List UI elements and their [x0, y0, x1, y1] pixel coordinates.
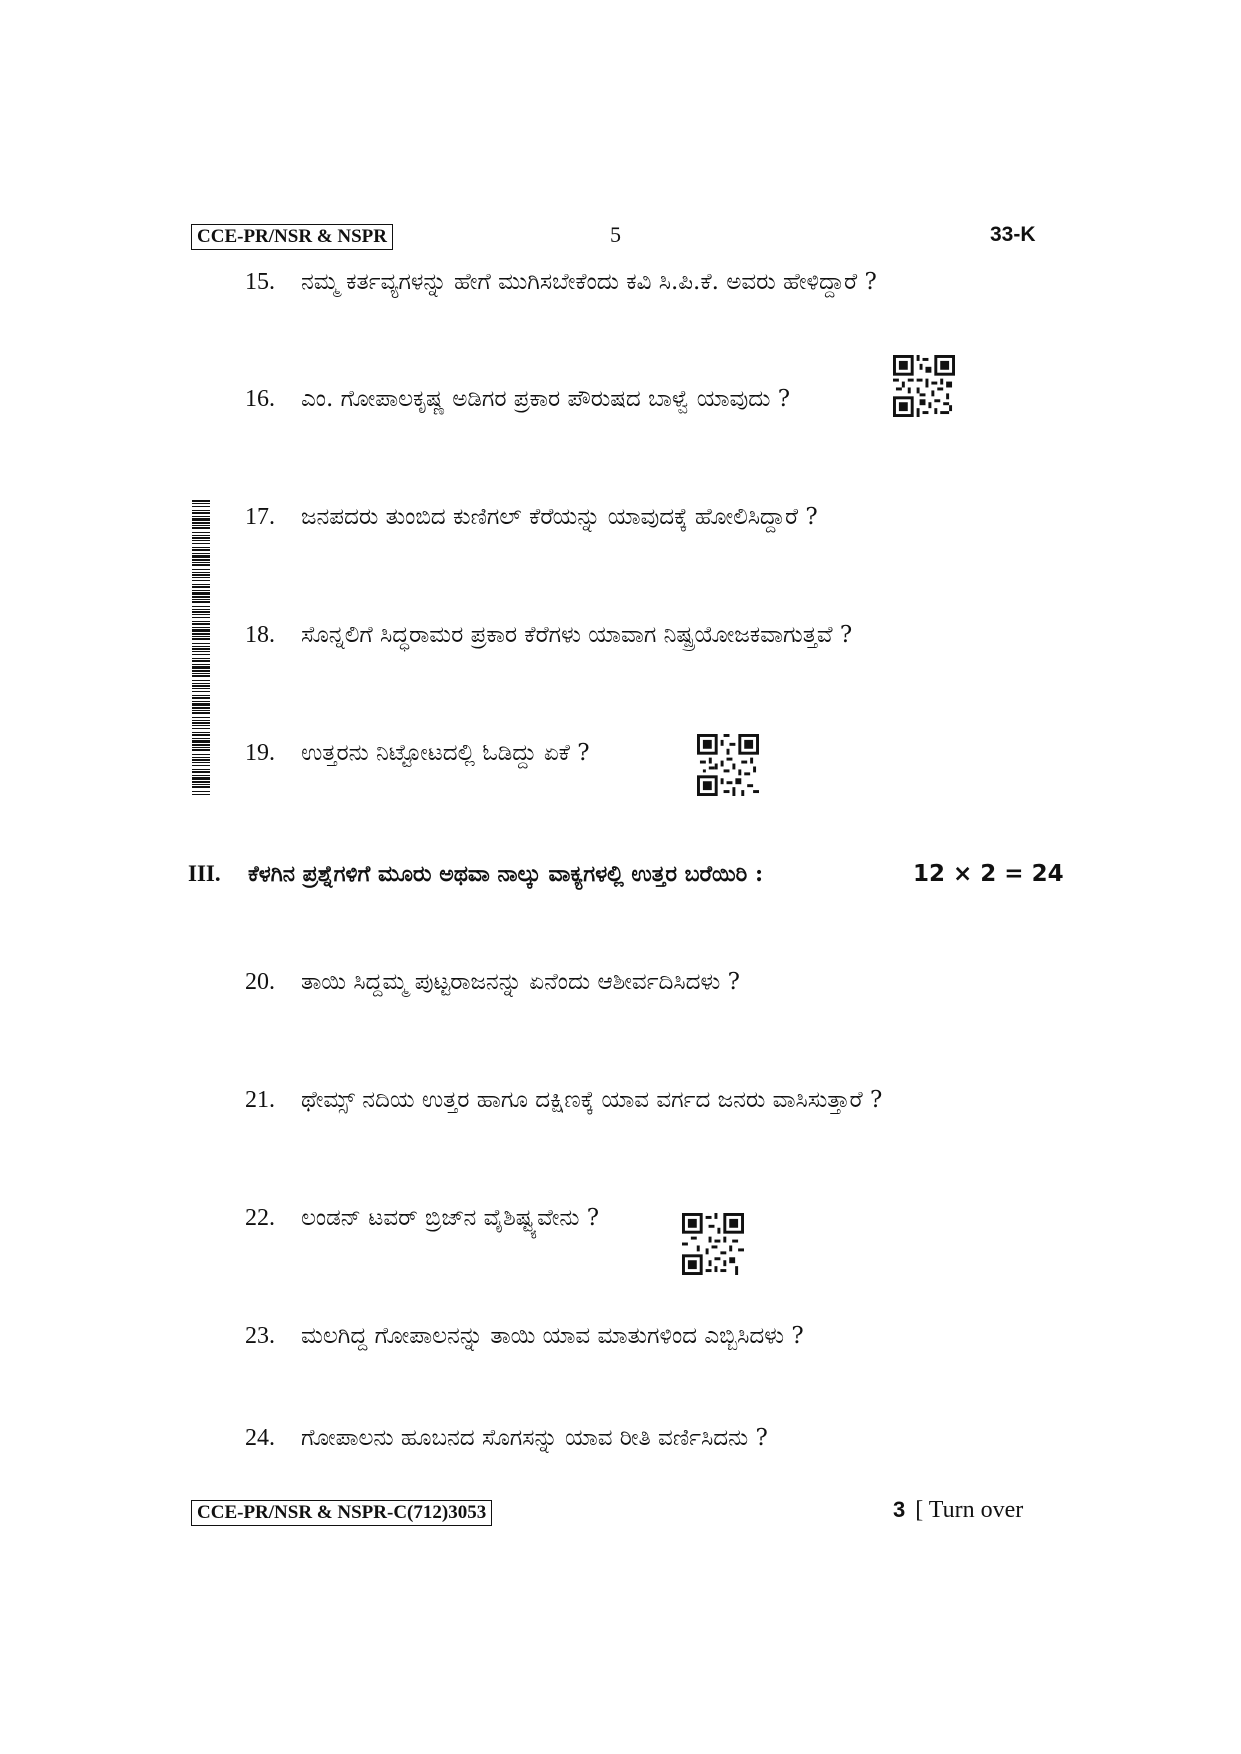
question-number: 23. — [245, 1323, 275, 1349]
question-text: ಥೇಮ್ಸ್ ನದಿಯ ಉತ್ತರ ಹಾಗೂ ದಕ್ಷಿಣಕ್ಕೆ ಯಾವ ವರ್ಗದ ಜನರು ವಾಸಿಸುತ್ತಾರೆ ? — [301, 1087, 883, 1113]
header-right-code: 33-K — [990, 223, 1036, 246]
question-23 — [245, 1320, 804, 1352]
qr-code-icon — [697, 734, 759, 796]
question-20 — [245, 966, 740, 998]
section-number: III. — [188, 861, 221, 886]
question-21 — [245, 1084, 882, 1116]
footer-page-number: 3 — [893, 1497, 906, 1522]
question-number: 22. — [245, 1205, 275, 1231]
question-number: 21. — [245, 1087, 275, 1113]
barcode-icon — [192, 500, 210, 796]
question-18 — [245, 619, 852, 651]
footer-right — [893, 1497, 1023, 1524]
question-number: 15. — [245, 269, 275, 295]
header-left-code: CCE-PR/NSR & NSPR — [191, 224, 393, 250]
question-text: ನಮ್ಮ ಕರ್ತವ್ಯಗಳನ್ನು ಹೇಗೆ ಮುಗಿಸಬೇಕೆಂದು ಕವಿ ಸಿ.ಪಿ.ಕೆ. ಅವರು ಹೇಳಿದ್ದಾರೆ ? — [301, 269, 877, 295]
question-number: 20. — [245, 969, 275, 995]
question-15 — [245, 266, 877, 298]
question-number: 18. — [245, 622, 275, 648]
footer-left-code: CCE-PR/NSR & NSPR-C(712)3053 — [191, 1500, 492, 1526]
question-17 — [245, 501, 818, 533]
question-number: 16. — [245, 386, 275, 412]
qr-code-icon — [682, 1213, 744, 1275]
qr-code-icon — [893, 355, 955, 417]
question-19 — [245, 737, 590, 769]
question-number: 24. — [245, 1425, 275, 1451]
question-24 — [245, 1422, 768, 1454]
section-instruction: ಕೆಳಗಿನ ಪ್ರಶ್ನೆಗಳಿಗೆ ಮೂರು ಅಥವಾ ನಾಲ್ಕು ವಾಕ್ಯಗಳಲ್ಲಿ ಉತ್ತರ ಬರೆಯಿರಿ : — [248, 861, 764, 887]
question-text: ಲಂಡನ್ ಟವರ್ ಬ್ರಿಜ್‍ನ ವೈಶಿಷ್ಟ್ಯವೇನು ? — [301, 1205, 600, 1231]
question-text: ಎಂ. ಗೋಪಾಲಕೃಷ್ಣ ಅಡಿಗರ ಪ್ರಕಾರ ಪೌರುಷದ ಬಾಳ್ವೆ ಯಾವುದು ? — [301, 386, 791, 412]
question-text: ಗೋಪಾಲನು ಹೂಬನದ ಸೊಗಸನ್ನು ಯಾವ ರೀತಿ ವರ್ಣಿಸಿದನು ? — [301, 1425, 768, 1451]
question-text: ಜನಪದರು ತುಂಬಿದ ಕುಣಿಗಲ್ ಕೆರೆಯನ್ನು ಯಾವುದಕ್ಕೆ ಹೋಲಿಸಿದ್ದಾರೆ ? — [301, 504, 818, 530]
question-number: 19. — [245, 740, 275, 766]
header-page-number: 5 — [610, 222, 621, 247]
section-heading — [188, 859, 763, 889]
question-16 — [245, 383, 790, 415]
question-text: ಉತ್ತರನು ನಿಟ್ಟೋಟದಲ್ಲಿ ಓಡಿದ್ದು ಏಕೆ ? — [301, 740, 590, 766]
question-22 — [245, 1202, 599, 1234]
turn-over-label: [ Turn over — [915, 1497, 1024, 1523]
question-text: ಸೊನ್ನಲಿಗೆ ಸಿದ್ಧರಾಮರ ಪ್ರಕಾರ ಕೆರೆಗಳು ಯಾವಾಗ ನಿಷ್ಪ್ರಯೋಜಕವಾಗುತ್ತವೆ ? — [301, 622, 853, 648]
question-number: 17. — [245, 504, 275, 530]
question-text: ಮಲಗಿದ್ದ ಗೋಪಾಲನನ್ನು ತಾಯಿ ಯಾವ ಮಾತುಗಳಿಂದ ಎಬ್ಬಿಸಿದಳು ? — [301, 1323, 804, 1349]
question-text: ತಾಯಿ ಸಿದ್ದಮ್ಮ ಪುಟ್ಟರಾಜನನ್ನು ಏನೆಂದು ಆಶೀರ್ವದಿಸಿದಳು ? — [301, 969, 740, 995]
section-marks: 12 × 2 = 24 — [913, 861, 1064, 887]
